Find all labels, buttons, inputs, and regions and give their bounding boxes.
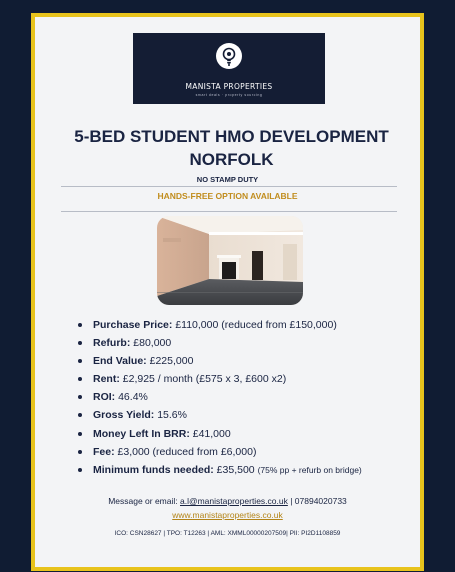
divider [61, 186, 397, 187]
lightbulb-key-icon [215, 42, 243, 70]
logo [133, 33, 325, 104]
logo-tagline: smart deals · property sourcing [195, 93, 263, 97]
list-item: Minimum funds needed: £35,500 (75% pp + refurb on bridge) [77, 463, 417, 481]
list-item: Gross Yield: 15.6% [77, 408, 417, 426]
subtitle: NO STAMP DUTY [196, 175, 259, 184]
page-title: 5-BED STUDENT HMO DEVELOPMENT NORFOLK [74, 127, 389, 169]
list-item: Rent: £2,925 / month (£575 x 3, £600 x2) [77, 372, 417, 390]
contact-line: Message or email: a.l@manistaproperties.co.uk | 07894020733 [108, 496, 347, 506]
list-item: Money Left In BRR: £41,000 [77, 427, 417, 445]
feature-list [77, 318, 417, 481]
registration-info: ICO: CSN28627 | TPO: T12263 | AML: XMML00000207509| PII: PI2D1108859 [114, 530, 341, 537]
room-photo-drawing [157, 216, 303, 305]
list-item: End Value: £225,000 [77, 354, 417, 372]
website-link[interactable]: www.manistaproperties.co.uk [172, 510, 283, 520]
logo-name: MANISTA PROPERTIES [185, 82, 273, 91]
room-photo [157, 216, 303, 305]
offer-banner: HANDS-FREE OPTION AVAILABLE [157, 191, 298, 201]
list-item: Fee: £3,000 (reduced from £6,000) [77, 445, 417, 463]
flyer-card [31, 13, 424, 571]
email-link[interactable]: a.l@manistaproperties.co.uk [180, 496, 288, 506]
list-item: ROI: 46.4% [77, 390, 417, 408]
phone-link[interactable]: 07894020733 [294, 496, 347, 506]
list-item: Refurb: £80,000 [77, 336, 417, 354]
list-item: Purchase Price: £110,000 (reduced from £150,000) [77, 318, 417, 336]
divider [61, 211, 397, 212]
